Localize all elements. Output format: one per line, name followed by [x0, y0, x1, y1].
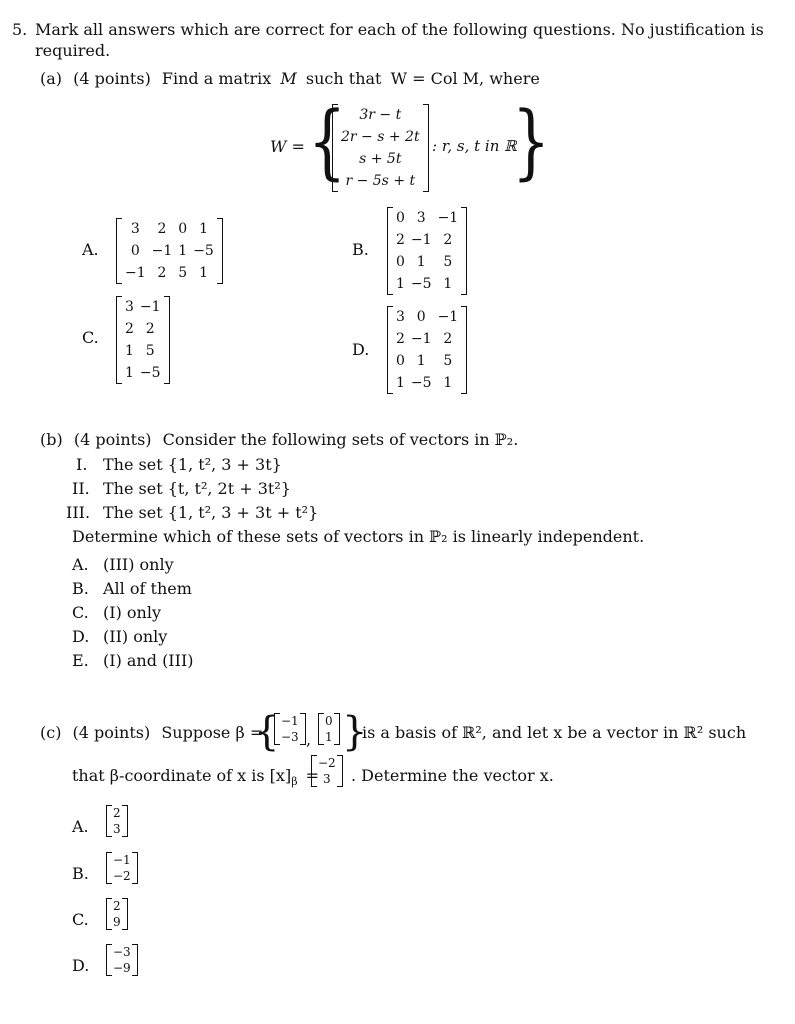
- basis-vector-cell: 0: [325, 714, 333, 728]
- answer-vector-cell: 3: [113, 822, 121, 836]
- part-a-prompt-mid: such that: [305, 69, 382, 88]
- left-brace: {: [308, 94, 347, 190]
- b-option-a-letter[interactable]: A.: [72, 555, 89, 574]
- part-c-line2: [72, 768, 319, 787]
- w-entry: s + 5t: [359, 151, 402, 167]
- w-condition: : r, s, t in ℝ: [432, 137, 517, 155]
- w-vector: [332, 104, 429, 192]
- w-entry: 2r − s + 2t: [341, 129, 420, 145]
- answer-vector-cell: −2: [113, 869, 131, 883]
- part-c-points: (4 points): [72, 723, 151, 742]
- set-i-num: I.: [76, 455, 88, 474]
- basis-vector-cell: −1: [281, 714, 299, 728]
- matrix-cell: −5: [193, 243, 214, 259]
- matrix-cell: 5: [443, 254, 453, 270]
- option-c-matrix: [116, 296, 170, 384]
- matrix-cell: 5: [178, 265, 188, 281]
- b-option-e-text[interactable]: (I) and (III): [103, 651, 194, 670]
- part-a-heading: [40, 71, 540, 87]
- part-a-prompt: Find a matrix: [161, 69, 272, 88]
- question-intro-cont: required.: [35, 41, 111, 60]
- w-label: W =: [270, 137, 305, 156]
- matrix-cell: −1: [410, 331, 432, 347]
- part-a-points: (4 points): [73, 69, 151, 88]
- c-option-c-letter[interactable]: C.: [72, 910, 89, 929]
- matrix-cell: 1: [178, 243, 188, 259]
- matrix-cell: 3: [416, 210, 426, 226]
- b-option-d-letter[interactable]: D.: [72, 627, 90, 646]
- basis-vector-cell: 1: [325, 730, 333, 744]
- matrix-cell: 1: [199, 265, 208, 281]
- basis-comma: ,: [306, 730, 312, 749]
- matrix-cell: 1: [125, 343, 134, 359]
- basis-vector-2: [318, 713, 340, 745]
- coordinate-vector: [311, 755, 343, 787]
- set-ii-num: II.: [72, 479, 90, 498]
- answer-vector-cell: −3: [113, 945, 131, 959]
- w-entry: r − 5s + t: [345, 173, 416, 189]
- matrix-cell: 1: [396, 276, 405, 292]
- basis-vector-cell: −3: [281, 730, 299, 744]
- c-option-a-vector: [106, 805, 128, 837]
- matrix-cell: 5: [443, 353, 453, 369]
- part-b-heading: [40, 432, 518, 448]
- answer-vector-cell: 2: [113, 899, 121, 913]
- option-a-matrix: [116, 218, 223, 284]
- c-option-d-letter[interactable]: D.: [72, 956, 90, 975]
- question-intro: Mark all answers which are correct for each of the following questions. No justification is: [35, 20, 764, 39]
- matrix-cell: 2: [157, 265, 167, 281]
- c-option-b-vector: [106, 852, 138, 884]
- matrix-cell: 3: [125, 299, 134, 315]
- line2-sub: β: [291, 775, 298, 789]
- matrix-cell: 3: [396, 309, 405, 325]
- matrix-cell: 0: [396, 353, 405, 369]
- b-option-c-letter[interactable]: C.: [72, 603, 89, 622]
- matrix-cell: −1: [125, 265, 146, 281]
- matrix-cell: 2: [145, 321, 155, 337]
- matrix-cell: 0: [416, 309, 426, 325]
- answer-vector-cell: 2: [113, 806, 121, 820]
- answer-vector-cell: −1: [113, 853, 131, 867]
- matrix-cell: −1: [139, 299, 161, 315]
- part-b-question: Determine which of these sets of vectors in ℙ₂ is linearly independent.: [72, 527, 645, 546]
- matrix-cell: 0: [396, 210, 405, 226]
- option-c-letter[interactable]: C.: [82, 328, 99, 347]
- c-option-b-letter[interactable]: B.: [72, 864, 89, 883]
- basis-left-brace: {: [254, 709, 280, 755]
- matrix-cell: 0: [130, 243, 140, 259]
- question-number: 5.: [12, 20, 28, 39]
- matrix-cell: −5: [410, 276, 432, 292]
- set-iii-num: III.: [66, 503, 91, 522]
- line2-eq: =: [305, 766, 320, 785]
- basis-right-brace: }: [342, 709, 368, 755]
- matrix-cell: 2: [396, 232, 405, 248]
- matrix-cell: 0: [178, 221, 188, 237]
- b-option-b-letter[interactable]: B.: [72, 579, 89, 598]
- coord-vector-cell: −2: [318, 756, 336, 770]
- matrix-cell: 1: [396, 375, 405, 391]
- matrix-cell: 1: [199, 221, 208, 237]
- matrix-cell: −1: [151, 243, 173, 259]
- matrix-cell: 2: [396, 331, 405, 347]
- matrix-cell: 0: [396, 254, 405, 270]
- part-a-matrix-name: M: [280, 69, 297, 88]
- c-option-d-vector: [106, 944, 138, 976]
- matrix-cell: 2: [443, 232, 453, 248]
- matrix-cell: 1: [125, 365, 134, 381]
- b-option-c-text[interactable]: (I) only: [103, 603, 161, 622]
- option-a-letter[interactable]: A.: [82, 240, 99, 259]
- b-option-a-text[interactable]: (III) only: [103, 555, 174, 574]
- matrix-cell: 2: [443, 331, 453, 347]
- matrix-cell: 1: [416, 353, 426, 369]
- set-ii-text: The set {t, t², 2t + 3t²}: [103, 479, 291, 498]
- c-option-c-vector: [106, 898, 128, 930]
- answer-vector-cell: 9: [113, 915, 121, 929]
- basis-vector-1: [274, 713, 306, 745]
- right-brace: }: [512, 94, 551, 190]
- part-b-points: (4 points): [73, 430, 152, 449]
- line2-pre: that β-coordinate of x is [x]: [72, 766, 292, 785]
- matrix-cell: 1: [416, 254, 426, 270]
- coord-vector-cell: 3: [323, 772, 331, 786]
- b-option-e-letter[interactable]: E.: [72, 651, 89, 670]
- option-b-letter[interactable]: B.: [352, 240, 369, 259]
- matrix-cell: 2: [157, 221, 167, 237]
- matrix-cell: 1: [443, 276, 453, 292]
- answer-vector-cell: −9: [113, 961, 131, 975]
- part-c-basis-text: is a basis of ℝ², and let x be a vector in ℝ² such: [362, 723, 747, 742]
- matrix-cell: 1: [443, 375, 453, 391]
- matrix-cell: 3: [130, 221, 140, 237]
- set-iii-text: The set {1, t², 3 + 3t + t²}: [103, 503, 319, 522]
- part-b-label: (b): [40, 430, 63, 449]
- b-option-b-text[interactable]: All of them: [103, 579, 192, 598]
- part-c-line2-post: . Determine the vector x.: [351, 766, 554, 785]
- w-entry: 3r − t: [359, 107, 402, 123]
- set-i-text: The set {1, t², 3 + 3t}: [103, 455, 282, 474]
- c-option-a-letter[interactable]: A.: [72, 817, 89, 836]
- matrix-cell: 5: [145, 343, 155, 359]
- matrix-cell: −1: [410, 232, 432, 248]
- matrix-cell: −5: [139, 365, 161, 381]
- b-option-d-text[interactable]: (II) only: [103, 627, 168, 646]
- option-b-matrix: [387, 207, 467, 295]
- matrix-cell: −1: [437, 309, 459, 325]
- matrix-cell: −5: [410, 375, 432, 391]
- part-a-equation: W = Col M, where: [390, 69, 540, 88]
- part-c-label: (c): [40, 723, 62, 742]
- matrix-cell: 2: [125, 321, 134, 337]
- option-d-letter[interactable]: D.: [352, 340, 370, 359]
- part-c-heading: [40, 725, 263, 741]
- matrix-cell: −1: [437, 210, 459, 226]
- part-a-label: (a): [40, 69, 63, 88]
- option-d-matrix: [387, 306, 467, 394]
- part-c-suppose: Suppose β =: [161, 723, 264, 742]
- part-b-prompt: Consider the following sets of vectors in ℙ₂.: [162, 430, 519, 449]
